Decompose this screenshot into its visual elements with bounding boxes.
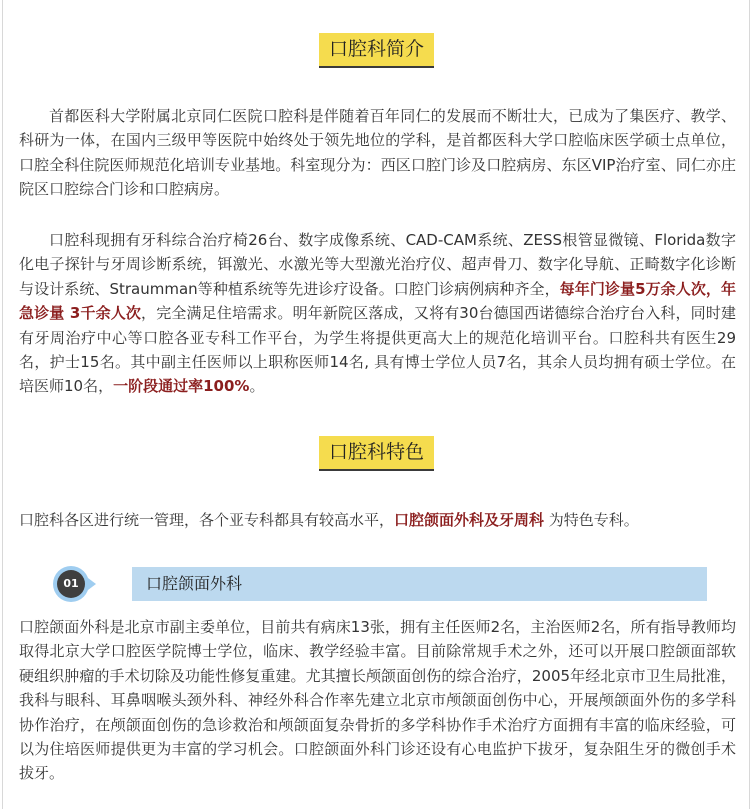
features-text-2: 为特色专科。	[544, 511, 639, 529]
featured-specialties-highlight: 口腔颌面外科及牙周科	[394, 511, 545, 529]
equipment-text-3: 。	[249, 377, 265, 396]
section-heading-intro: 口腔科简介	[319, 33, 434, 68]
subsection-number-badge: 01	[57, 570, 85, 598]
section-heading-features-wrap	[0, 436, 753, 471]
outpatient-volume-highlight: 每年门诊量5万余人次，年急诊量 3千余人次	[19, 279, 736, 323]
subsection-title: 口腔颌面外科	[146, 574, 243, 593]
number-badge-pointer	[88, 578, 96, 590]
equipment-text-2: ，完全满足住培需求。明年新院区落成，又将有30台德国西诺德综合治疗台入科，同时建有牙周治疗中心等口腔各亚专科工作平台，为学生将提供更高大上的规范化培训平台。口腔科共有医生29名，护士15名。其中副主任医师以上职称医师14名, 具有博士学位人员7名，其余人员均拥有硕士学位。在培医师10名，	[19, 304, 736, 396]
equipment-paragraph	[19, 228, 736, 399]
features-text-1: 口腔科各区进行统一管理，各个亚专科都具有较高水平，	[19, 511, 395, 529]
intro-paragraph: 首都医科大学附属北京同仁医院口腔科是伴随着百年同仁的发展而不断壮大，已成为了集医疗、教学、科研为一体，在国内三级甲等医院中始终处于领先地位的学科，是首都医科大学口腔临床医学硕士点单位，口腔全科住院医师规范化培训专业基地。科室现分为：西区口腔门诊及口腔病房、东区VIP治疗室、同仁亦庄院区口腔综合门诊和口腔病房。	[19, 107, 736, 199]
equipment-text-1: 口腔科现拥有牙科综合治疗椅26台、数字成像系统、CAD-CAM系统、ZESS根管显微镜、Florida数字化电子探针与牙周诊断系统，铒激光、水激光等大型激光治疗仪、超声骨刀、数字化导航、正畸数字化诊断与设计系统、Straumman等种植系统等先进诊疗设备。口腔门诊病例病种齐全，	[19, 231, 736, 298]
oral-surgery-paragraph: 口腔颌面外科是北京市副主委单位，目前共有病床13张，拥有主任医师2名，主治医师2名，所有指导教师均取得北京大学口腔医学院博士学位，临床、教学经验丰富。目前除常规手术之外，还可以开展口腔颌面部软硬组织肿瘤的手术切除及功能性修复重建。尤其擅长颅颌面创伤的综合治疗，2005年经北京市卫生局批准，我科与眼科、耳鼻咽喉头颈外科、神经外科合作率先建立北京市颅颌面创伤中心，开展颅颌面外伤的多学科协作治疗，在颅颌面创伤的急诊救治和颅颌面复杂骨折的多学科协作手术治疗方面拥有丰富的临床经验，可以为住培医师提供更为丰富的学习机会。口腔颌面外科门诊还设有心电监护下拔牙，复杂阻生牙的微创手术拔牙。	[19, 618, 736, 783]
section-heading-features: 口腔科特色	[319, 436, 434, 471]
features-intro	[19, 508, 736, 532]
pass-rate-highlight: 一阶段通过率100%	[113, 377, 250, 396]
section-heading-intro-wrap	[0, 33, 753, 68]
